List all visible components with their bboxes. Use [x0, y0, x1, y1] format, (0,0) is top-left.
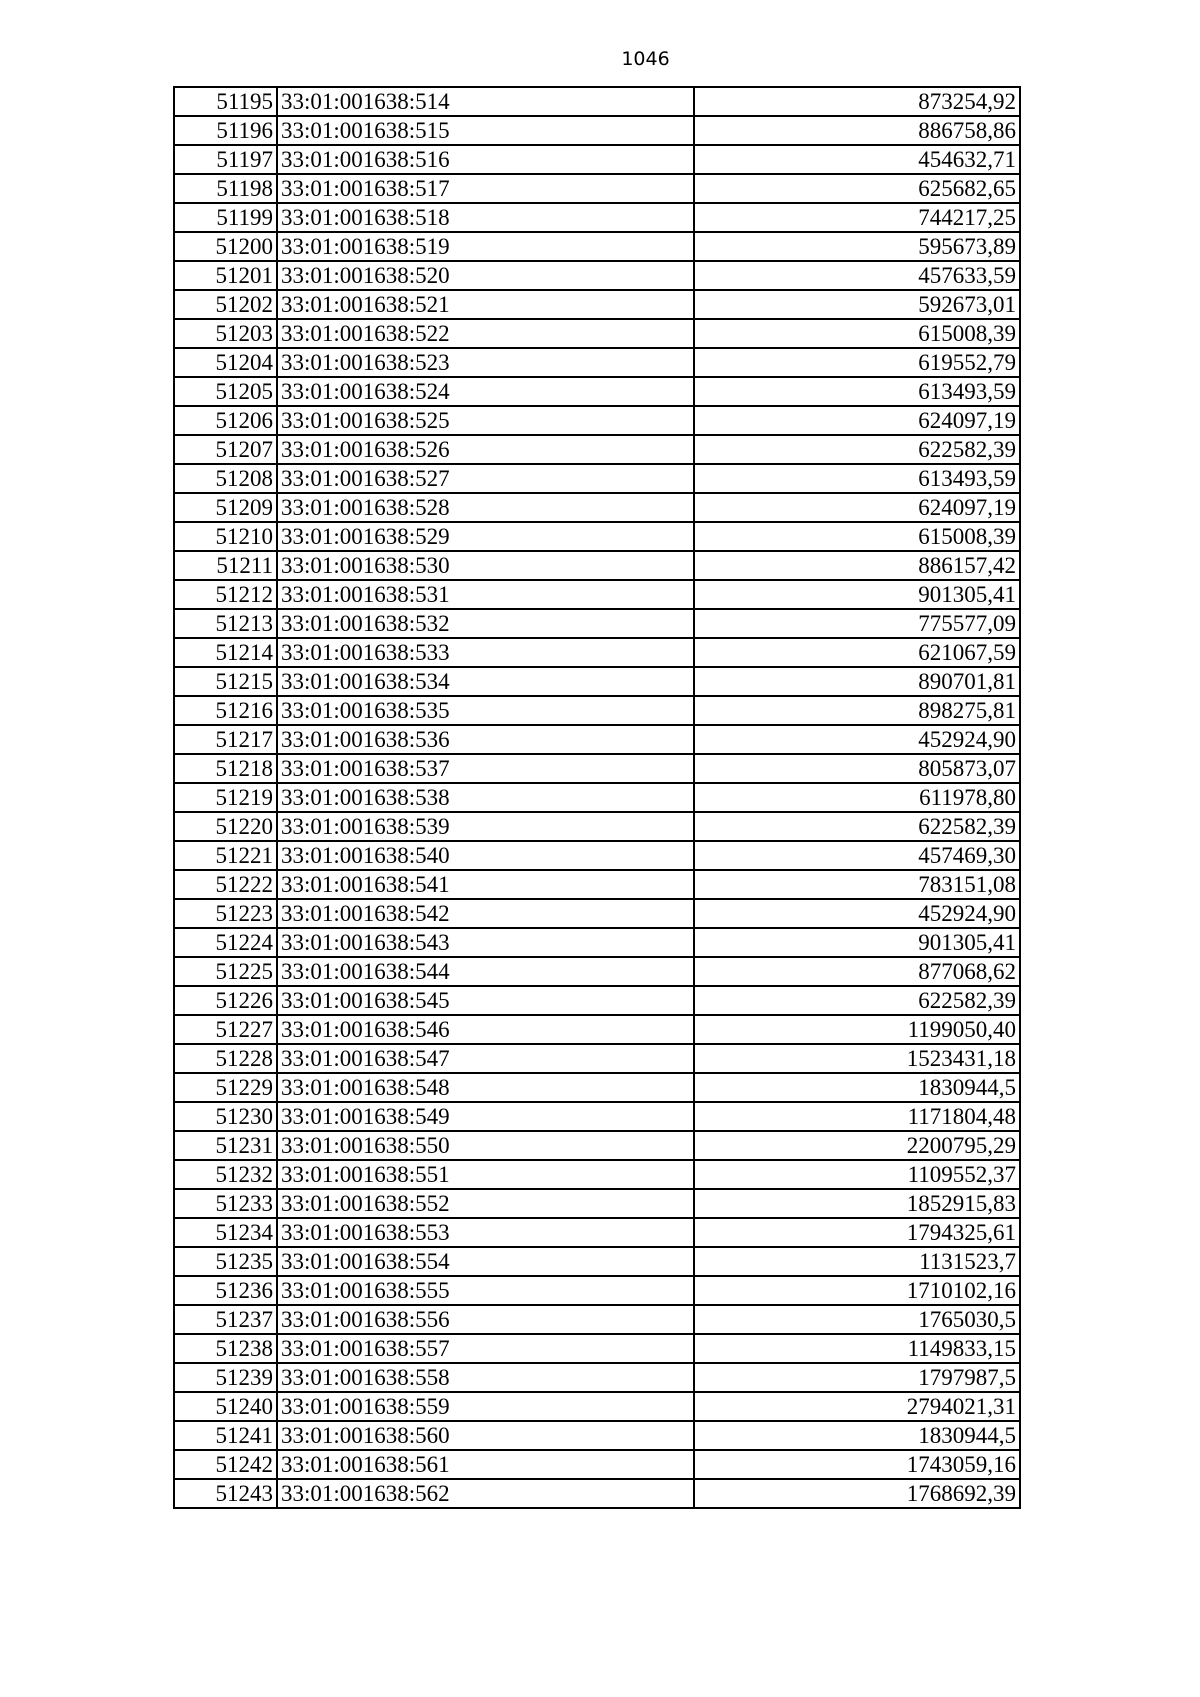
table-row [174, 1160, 1020, 1189]
row-number-cell: 51226 [174, 986, 277, 1015]
row-number-cell: 51216 [174, 696, 277, 725]
row-number-cell: 51205 [174, 377, 277, 406]
table-row [174, 435, 1020, 464]
cadastral-value-cell: 2794021,31 [694, 1392, 1020, 1421]
cadastral-number-cell: 33:01:001638:523 [277, 348, 694, 377]
table-row [174, 725, 1020, 754]
cadastral-number-cell: 33:01:001638:558 [277, 1363, 694, 1392]
table-row [174, 667, 1020, 696]
row-number-cell: 51202 [174, 290, 277, 319]
cadastral-value-table [173, 86, 1021, 1509]
cadastral-value-cell: 615008,39 [694, 319, 1020, 348]
row-number-cell: 51209 [174, 493, 277, 522]
row-number-cell: 51222 [174, 870, 277, 899]
cadastral-value-cell: 457469,30 [694, 841, 1020, 870]
cadastral-number-cell: 33:01:001638:547 [277, 1044, 694, 1073]
row-number-cell: 51207 [174, 435, 277, 464]
table-row [174, 638, 1020, 667]
cadastral-number-cell: 33:01:001638:518 [277, 203, 694, 232]
row-number-cell: 51213 [174, 609, 277, 638]
cadastral-number-cell: 33:01:001638:517 [277, 174, 694, 203]
cadastral-number-cell: 33:01:001638:544 [277, 957, 694, 986]
row-number-cell: 51241 [174, 1421, 277, 1450]
table-row [174, 1044, 1020, 1073]
cadastral-value-cell: 783151,08 [694, 870, 1020, 899]
table-row [174, 290, 1020, 319]
table-row [174, 1421, 1020, 1450]
cadastral-number-cell: 33:01:001638:542 [277, 899, 694, 928]
cadastral-value-cell: 805873,07 [694, 754, 1020, 783]
table-row [174, 232, 1020, 261]
row-number-cell: 51233 [174, 1189, 277, 1218]
cadastral-value-cell: 1797987,5 [694, 1363, 1020, 1392]
cadastral-value-cell: 1765030,5 [694, 1305, 1020, 1334]
cadastral-number-cell: 33:01:001638:551 [277, 1160, 694, 1189]
table-row [174, 174, 1020, 203]
cadastral-value-cell: 625682,65 [694, 174, 1020, 203]
row-number-cell: 51199 [174, 203, 277, 232]
table-row [174, 899, 1020, 928]
cadastral-number-cell: 33:01:001638:548 [277, 1073, 694, 1102]
cadastral-number-cell: 33:01:001638:536 [277, 725, 694, 754]
cadastral-value-cell: 611978,80 [694, 783, 1020, 812]
table-row [174, 841, 1020, 870]
row-number-cell: 51236 [174, 1276, 277, 1305]
cadastral-value-cell: 1199050,40 [694, 1015, 1020, 1044]
cadastral-value-cell: 1852915,83 [694, 1189, 1020, 1218]
cadastral-number-cell: 33:01:001638:554 [277, 1247, 694, 1276]
table-row [174, 1276, 1020, 1305]
cadastral-number-cell: 33:01:001638:516 [277, 145, 694, 174]
cadastral-value-cell: 624097,19 [694, 406, 1020, 435]
row-number-cell: 51239 [174, 1363, 277, 1392]
row-number-cell: 51243 [174, 1479, 277, 1508]
page-number: 1046 [621, 48, 670, 70]
cadastral-value-cell: 775577,09 [694, 609, 1020, 638]
row-number-cell: 51231 [174, 1131, 277, 1160]
cadastral-value-cell: 1523431,18 [694, 1044, 1020, 1073]
cadastral-number-cell: 33:01:001638:561 [277, 1450, 694, 1479]
table-row [174, 986, 1020, 1015]
row-number-cell: 51228 [174, 1044, 277, 1073]
table-row [174, 493, 1020, 522]
cadastral-value-cell: 1109552,37 [694, 1160, 1020, 1189]
cadastral-number-cell: 33:01:001638:562 [277, 1479, 694, 1508]
row-number-cell: 51242 [174, 1450, 277, 1479]
cadastral-value-cell: 615008,39 [694, 522, 1020, 551]
cadastral-number-cell: 33:01:001638:534 [277, 667, 694, 696]
table-row [174, 609, 1020, 638]
cadastral-number-cell: 33:01:001638:532 [277, 609, 694, 638]
cadastral-value-cell: 1131523,7 [694, 1247, 1020, 1276]
cadastral-number-cell: 33:01:001638:528 [277, 493, 694, 522]
table-row [174, 1305, 1020, 1334]
table-row [174, 1102, 1020, 1131]
cadastral-value-cell: 898275,81 [694, 696, 1020, 725]
cadastral-value-cell: 1794325,61 [694, 1218, 1020, 1247]
cadastral-value-cell: 901305,41 [694, 580, 1020, 609]
row-number-cell: 51204 [174, 348, 277, 377]
cadastral-number-cell: 33:01:001638:557 [277, 1334, 694, 1363]
cadastral-value-cell: 452924,90 [694, 899, 1020, 928]
cadastral-number-cell: 33:01:001638:520 [277, 261, 694, 290]
cadastral-number-cell: 33:01:001638:540 [277, 841, 694, 870]
table-row [174, 1131, 1020, 1160]
row-number-cell: 51227 [174, 1015, 277, 1044]
row-number-cell: 51238 [174, 1334, 277, 1363]
table-row [174, 116, 1020, 145]
cadastral-number-cell: 33:01:001638:529 [277, 522, 694, 551]
cadastral-number-cell: 33:01:001638:545 [277, 986, 694, 1015]
table-row [174, 145, 1020, 174]
table-row [174, 1189, 1020, 1218]
table-row [174, 1363, 1020, 1392]
row-number-cell: 51225 [174, 957, 277, 986]
table-row [174, 1479, 1020, 1508]
row-number-cell: 51219 [174, 783, 277, 812]
row-number-cell: 51196 [174, 116, 277, 145]
cadastral-number-cell: 33:01:001638:546 [277, 1015, 694, 1044]
cadastral-number-cell: 33:01:001638:537 [277, 754, 694, 783]
row-number-cell: 51212 [174, 580, 277, 609]
cadastral-number-cell: 33:01:001638:539 [277, 812, 694, 841]
row-number-cell: 51203 [174, 319, 277, 348]
table-row [174, 870, 1020, 899]
row-number-cell: 51232 [174, 1160, 277, 1189]
row-number-cell: 51217 [174, 725, 277, 754]
cadastral-number-cell: 33:01:001638:527 [277, 464, 694, 493]
table-row [174, 522, 1020, 551]
cadastral-number-cell: 33:01:001638:541 [277, 870, 694, 899]
cadastral-value-cell: 622582,39 [694, 986, 1020, 1015]
cadastral-number-cell: 33:01:001638:533 [277, 638, 694, 667]
row-number-cell: 51235 [174, 1247, 277, 1276]
table-body [174, 87, 1020, 1508]
cadastral-value-cell: 1149833,15 [694, 1334, 1020, 1363]
cadastral-number-cell: 33:01:001638:549 [277, 1102, 694, 1131]
table-row [174, 812, 1020, 841]
cadastral-value-cell: 595673,89 [694, 232, 1020, 261]
cadastral-number-cell: 33:01:001638:519 [277, 232, 694, 261]
cadastral-value-cell: 592673,01 [694, 290, 1020, 319]
cadastral-value-cell: 873254,92 [694, 87, 1020, 116]
cadastral-value-cell: 1743059,16 [694, 1450, 1020, 1479]
cadastral-value-cell: 2200795,29 [694, 1131, 1020, 1160]
cadastral-number-cell: 33:01:001638:560 [277, 1421, 694, 1450]
cadastral-value-cell: 619552,79 [694, 348, 1020, 377]
row-number-cell: 51220 [174, 812, 277, 841]
cadastral-number-cell: 33:01:001638:553 [277, 1218, 694, 1247]
cadastral-number-cell: 33:01:001638:521 [277, 290, 694, 319]
table-row [174, 348, 1020, 377]
row-number-cell: 51221 [174, 841, 277, 870]
table-row [174, 783, 1020, 812]
cadastral-number-cell: 33:01:001638:525 [277, 406, 694, 435]
cadastral-value-cell: 452924,90 [694, 725, 1020, 754]
table-row [174, 261, 1020, 290]
table-row [174, 406, 1020, 435]
cadastral-number-cell: 33:01:001638:535 [277, 696, 694, 725]
row-number-cell: 51211 [174, 551, 277, 580]
cadastral-value-cell: 877068,62 [694, 957, 1020, 986]
table-row [174, 696, 1020, 725]
row-number-cell: 51229 [174, 1073, 277, 1102]
cadastral-value-cell: 890701,81 [694, 667, 1020, 696]
table-row [174, 1334, 1020, 1363]
cadastral-number-cell: 33:01:001638:522 [277, 319, 694, 348]
table-row [174, 754, 1020, 783]
table-row [174, 928, 1020, 957]
cadastral-value-cell: 622582,39 [694, 812, 1020, 841]
row-number-cell: 51197 [174, 145, 277, 174]
table-row [174, 319, 1020, 348]
cadastral-value-cell: 1830944,5 [694, 1421, 1020, 1450]
table-row [174, 203, 1020, 232]
row-number-cell: 51234 [174, 1218, 277, 1247]
cadastral-number-cell: 33:01:001638:555 [277, 1276, 694, 1305]
cadastral-number-cell: 33:01:001638:556 [277, 1305, 694, 1334]
row-number-cell: 51215 [174, 667, 277, 696]
table-row [174, 1247, 1020, 1276]
cadastral-value-cell: 1710102,16 [694, 1276, 1020, 1305]
cadastral-number-cell: 33:01:001638:531 [277, 580, 694, 609]
cadastral-number-cell: 33:01:001638:550 [277, 1131, 694, 1160]
row-number-cell: 51218 [174, 754, 277, 783]
row-number-cell: 51198 [174, 174, 277, 203]
cadastral-value-cell: 621067,59 [694, 638, 1020, 667]
table-row [174, 377, 1020, 406]
row-number-cell: 51224 [174, 928, 277, 957]
cadastral-value-cell: 457633,59 [694, 261, 1020, 290]
table-row [174, 551, 1020, 580]
cadastral-number-cell: 33:01:001638:515 [277, 116, 694, 145]
row-number-cell: 51240 [174, 1392, 277, 1421]
cadastral-number-cell: 33:01:001638:543 [277, 928, 694, 957]
row-number-cell: 51200 [174, 232, 277, 261]
table-row [174, 957, 1020, 986]
row-number-cell: 51210 [174, 522, 277, 551]
cadastral-number-cell: 33:01:001638:524 [277, 377, 694, 406]
cadastral-value-cell: 886758,86 [694, 116, 1020, 145]
row-number-cell: 51214 [174, 638, 277, 667]
cadastral-value-cell: 886157,42 [694, 551, 1020, 580]
cadastral-value-cell: 901305,41 [694, 928, 1020, 957]
table-row [174, 87, 1020, 116]
row-number-cell: 51230 [174, 1102, 277, 1131]
cadastral-number-cell: 33:01:001638:552 [277, 1189, 694, 1218]
row-number-cell: 51208 [174, 464, 277, 493]
cadastral-number-cell: 33:01:001638:530 [277, 551, 694, 580]
cadastral-value-cell: 613493,59 [694, 464, 1020, 493]
row-number-cell: 51206 [174, 406, 277, 435]
cadastral-value-cell: 622582,39 [694, 435, 1020, 464]
cadastral-number-cell: 33:01:001638:559 [277, 1392, 694, 1421]
cadastral-number-cell: 33:01:001638:514 [277, 87, 694, 116]
table-row [174, 1392, 1020, 1421]
cadastral-number-cell: 33:01:001638:538 [277, 783, 694, 812]
table-row [174, 1073, 1020, 1102]
row-number-cell: 51223 [174, 899, 277, 928]
cadastral-value-cell: 613493,59 [694, 377, 1020, 406]
cadastral-value-cell: 1171804,48 [694, 1102, 1020, 1131]
table-row [174, 464, 1020, 493]
cadastral-value-cell: 1830944,5 [694, 1073, 1020, 1102]
table-row [174, 580, 1020, 609]
table-row [174, 1450, 1020, 1479]
cadastral-value-cell: 1768692,39 [694, 1479, 1020, 1508]
cadastral-value-cell: 454632,71 [694, 145, 1020, 174]
row-number-cell: 51201 [174, 261, 277, 290]
cadastral-number-cell: 33:01:001638:526 [277, 435, 694, 464]
cadastral-value-cell: 744217,25 [694, 203, 1020, 232]
table-row [174, 1218, 1020, 1247]
cadastral-value-cell: 624097,19 [694, 493, 1020, 522]
table-row [174, 1015, 1020, 1044]
row-number-cell: 51195 [174, 87, 277, 116]
row-number-cell: 51237 [174, 1305, 277, 1334]
